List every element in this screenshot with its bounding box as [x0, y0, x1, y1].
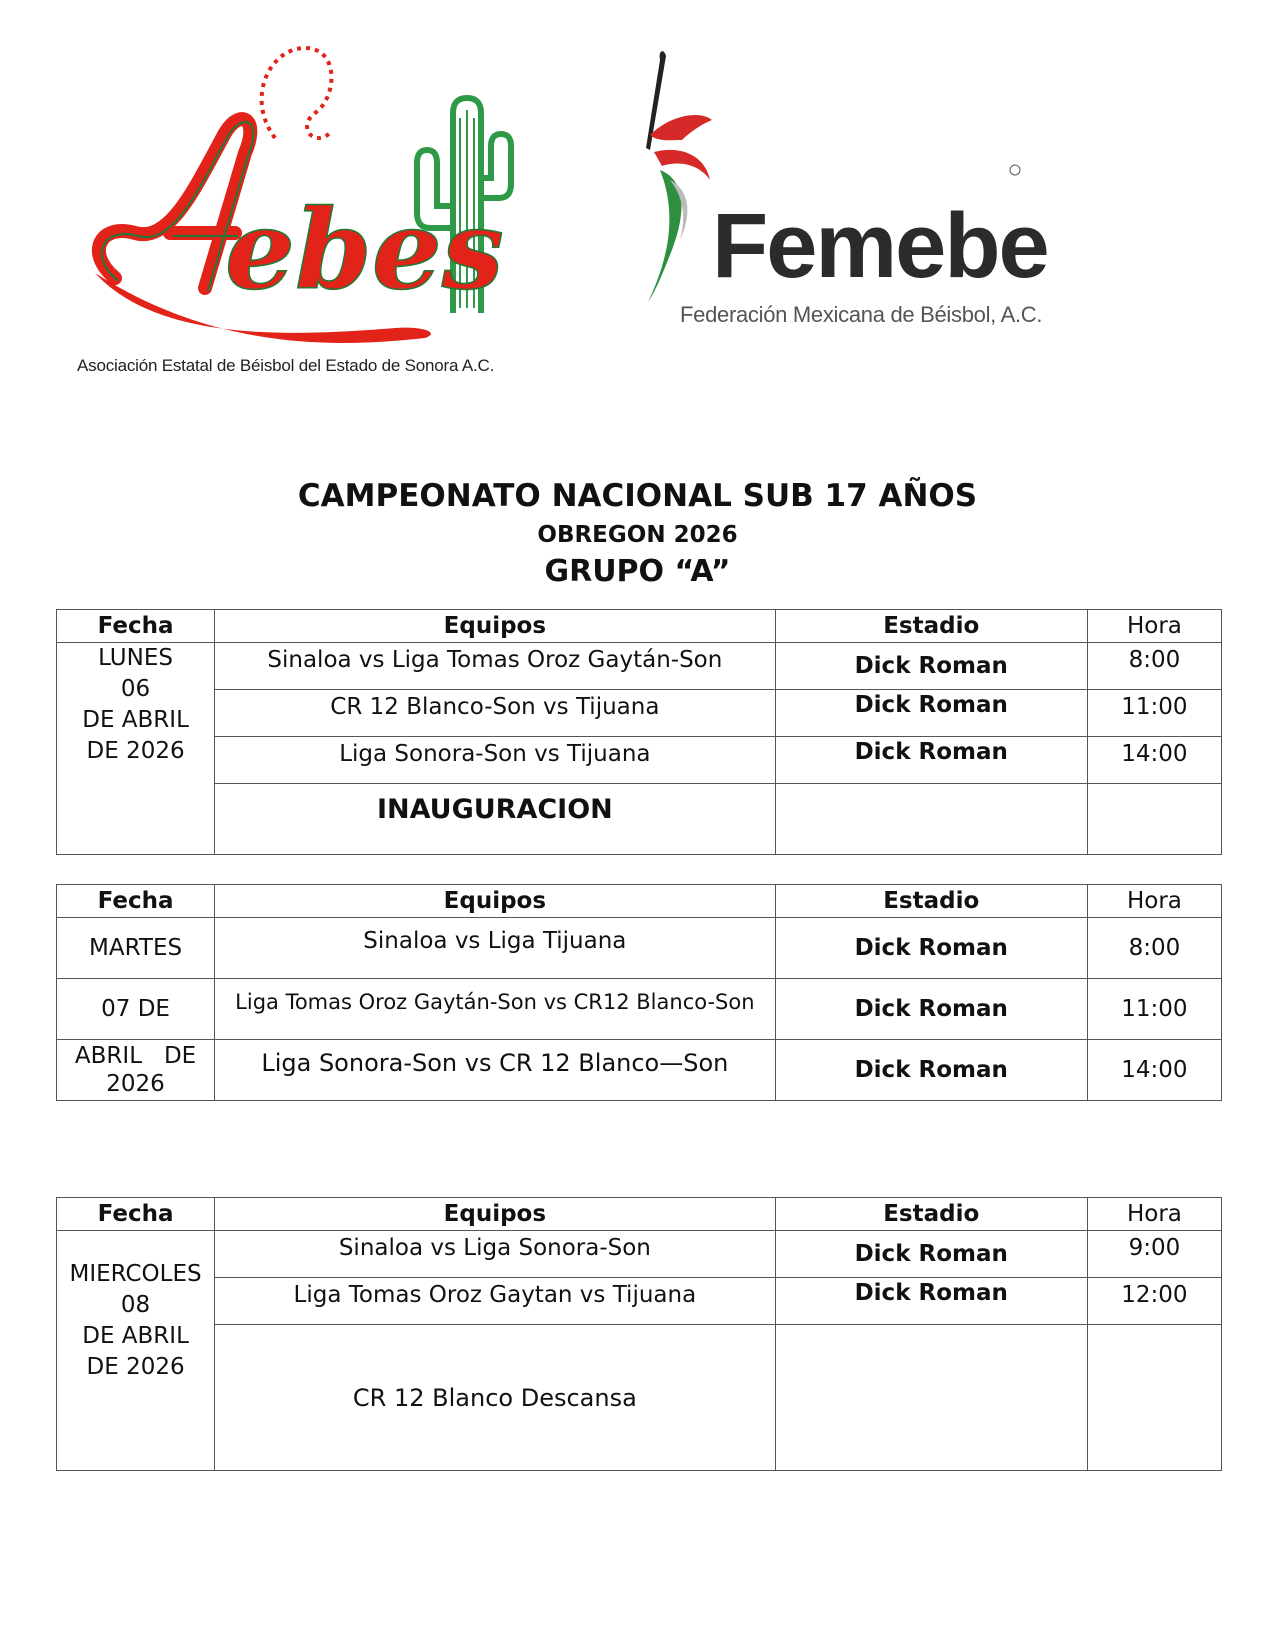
- header-fecha: Fecha: [57, 885, 215, 918]
- table-row: [57, 1278, 1222, 1325]
- femebe-wordmark: Femebe: [712, 195, 1048, 297]
- fecha-line: DE 2026: [86, 1354, 185, 1380]
- header-hora: Hora: [1087, 610, 1221, 643]
- header-estadio: Estadio: [775, 885, 1087, 918]
- fecha-line: 08: [120, 1292, 151, 1318]
- empty-cell: [775, 784, 1087, 855]
- match-time: 9:00: [1087, 1231, 1221, 1278]
- table-header-row: [57, 885, 1222, 918]
- aebes-caption: Asociación Estatal de Béisbol del Estado de Sonora A.C.: [77, 356, 495, 375]
- match-teams: Sinaloa vs Liga Tijuana: [215, 918, 775, 979]
- fecha-cell: [57, 1231, 215, 1471]
- match-time: 8:00: [1087, 918, 1221, 979]
- match-time: 14:00: [1087, 1040, 1221, 1101]
- header-equipos: Equipos: [215, 610, 775, 643]
- header-equipos: Equipos: [215, 1198, 775, 1231]
- header-fecha: Fecha: [57, 1198, 215, 1231]
- match-stadium: Dick Roman: [775, 1040, 1087, 1101]
- empty-cell: [1087, 784, 1221, 855]
- table-header-row: [57, 1198, 1222, 1231]
- match-time: 11:00: [1087, 690, 1221, 737]
- fecha-line: ABRIL DE: [74, 1043, 197, 1069]
- fecha-line: LUNES: [98, 645, 173, 671]
- schedule-table-day3: [56, 1197, 1222, 1471]
- match-time: 12:00: [1087, 1278, 1221, 1325]
- table-row: [57, 1040, 1222, 1101]
- match-teams: Liga Sonora-Son vs Tijuana: [215, 737, 775, 784]
- fecha-line: MIERCOLES: [69, 1261, 202, 1287]
- aebes-wordmark: ebes: [225, 185, 504, 314]
- fecha-line: 06: [120, 676, 151, 702]
- page-title: CAMPEONATO NACIONAL SUB 17 AÑOS: [297, 478, 978, 514]
- empty-cell: [1087, 1325, 1221, 1471]
- aebes-emblem-icon: [75, 38, 535, 353]
- fecha-line: DE ABRIL: [82, 707, 189, 733]
- table-row: [57, 979, 1222, 1040]
- fecha-cell: [57, 1040, 215, 1101]
- aebes-logo: [75, 38, 535, 378]
- table-row: [57, 690, 1222, 737]
- fecha-cell: 07 DE: [57, 979, 215, 1040]
- match-time: 11:00: [1087, 979, 1221, 1040]
- group-title: GRUPO “A”: [544, 554, 731, 589]
- header-hora: Hora: [1087, 1198, 1221, 1231]
- table-row: [57, 784, 1222, 855]
- header-estadio: Estadio: [775, 1198, 1087, 1231]
- fecha-line: DE 2026: [86, 738, 185, 764]
- schedule-table-day1: [56, 609, 1222, 855]
- header-fecha: Fecha: [57, 610, 215, 643]
- femebe-logo: [640, 40, 1090, 370]
- match-teams: Sinaloa vs Liga Tomas Oroz Gaytán-Son: [215, 643, 775, 690]
- fecha-cell: MARTES: [57, 918, 215, 979]
- header-hora: Hora: [1087, 885, 1221, 918]
- match-teams: CR 12 Blanco-Son vs Tijuana: [215, 690, 775, 737]
- table-row: [57, 1231, 1222, 1278]
- fecha-line: DE ABRIL: [82, 1323, 189, 1349]
- rest-note: CR 12 Blanco Descansa: [215, 1325, 775, 1471]
- table-row: [57, 1325, 1222, 1471]
- header-equipos: Equipos: [215, 885, 775, 918]
- table-header-row: [57, 610, 1222, 643]
- fecha-cell: [57, 643, 215, 855]
- empty-cell: [775, 1325, 1087, 1471]
- match-time: 14:00: [1087, 737, 1221, 784]
- match-stadium: Dick Roman: [775, 979, 1087, 1040]
- inauguracion-note: INAUGURACION: [215, 784, 775, 855]
- match-teams: Liga Sonora-Son vs CR 12 Blanco—Son: [215, 1040, 775, 1101]
- header-estadio: Estadio: [775, 610, 1087, 643]
- table-row: [57, 918, 1222, 979]
- match-stadium: Dick Roman: [775, 643, 1087, 690]
- schedule-table-day2: [56, 884, 1222, 1101]
- match-stadium: Dick Roman: [775, 690, 1087, 737]
- match-stadium: Dick Roman: [775, 1231, 1087, 1278]
- fecha-line: 2026: [106, 1071, 165, 1097]
- femebe-caption: Federación Mexicana de Béisbol, A.C.: [680, 302, 1043, 327]
- match-stadium: Dick Roman: [775, 1278, 1087, 1325]
- table-row: [57, 643, 1222, 690]
- match-teams: Sinaloa vs Liga Sonora-Son: [215, 1231, 775, 1278]
- match-teams: Liga Tomas Oroz Gaytán-Son vs CR12 Blanco-Son: [215, 979, 775, 1040]
- match-teams: Liga Tomas Oroz Gaytan vs Tijuana: [215, 1278, 775, 1325]
- match-stadium: Dick Roman: [775, 918, 1087, 979]
- table-row: [57, 737, 1222, 784]
- page-subtitle: OBREGON 2026: [537, 522, 738, 548]
- match-stadium: Dick Roman: [775, 737, 1087, 784]
- match-time: 8:00: [1087, 643, 1221, 690]
